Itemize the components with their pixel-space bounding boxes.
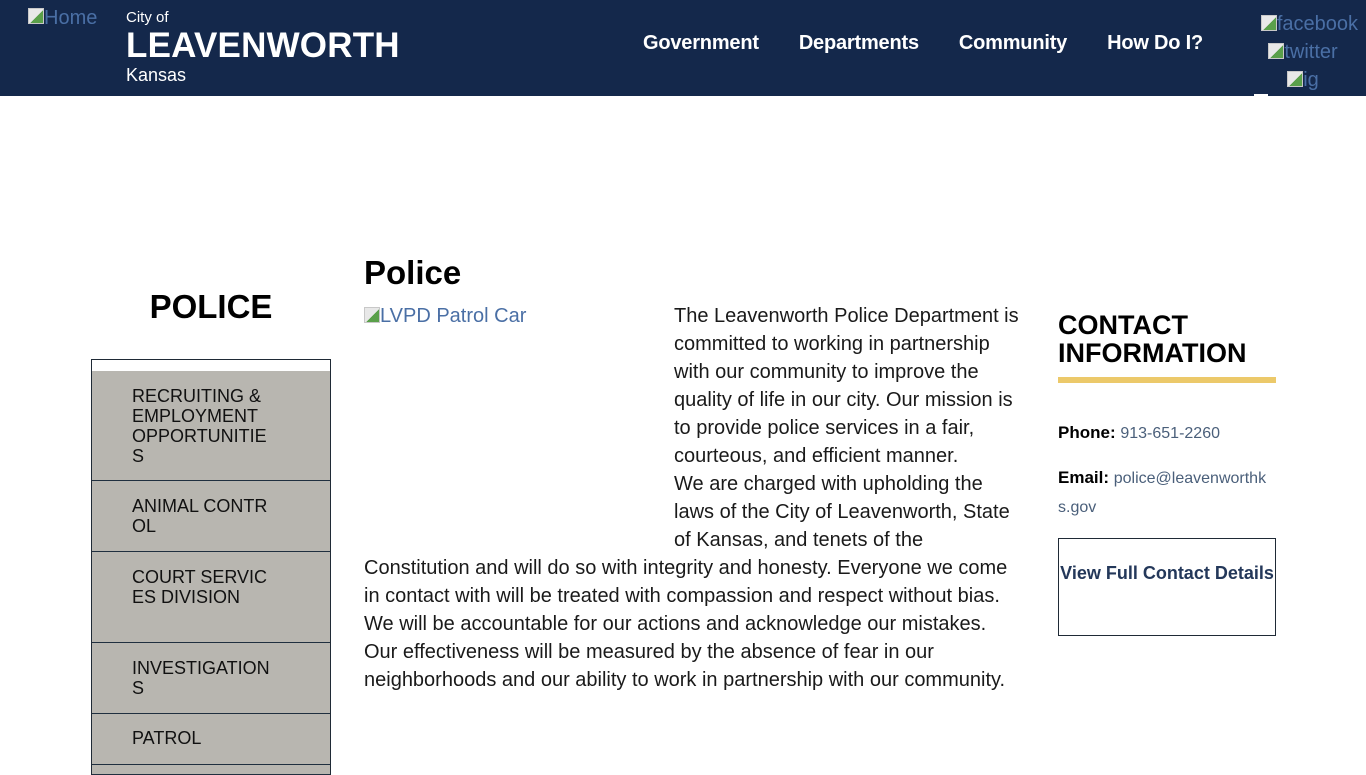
- sidebar-item-animal-control[interactable]: ANIMAL CONTROL: [92, 481, 330, 552]
- sidebar-spacer: [92, 360, 330, 371]
- sidebar-title: POLICE: [149, 288, 273, 325]
- sidebar-nav: [91, 359, 331, 775]
- sidebar-item-investigations[interactable]: INVESTIGATIONS: [92, 643, 330, 714]
- nav-community[interactable]: Community: [958, 32, 1068, 54]
- nav-how-do-i[interactable]: How Do I?: [1107, 32, 1204, 54]
- email-link[interactable]: police@leavenworthks.gov: [1058, 470, 1267, 516]
- page-title: Police: [364, 254, 462, 291]
- patrol-car-alt-text: LVPD Patrol Car: [380, 305, 527, 327]
- sidebar-item-patrol[interactable]: PATROL: [92, 714, 330, 765]
- sidebar-item-recruiting[interactable]: RECRUITING & EMPLOYMENT OPPORTUNITIES: [92, 371, 330, 481]
- nav-departments[interactable]: Departments: [798, 32, 919, 54]
- sidebar-item-court-services[interactable]: COURT SERVICES DIVISION: [92, 552, 330, 643]
- brand-city-of: City of: [126, 9, 169, 26]
- phone-link[interactable]: 913-651-2260: [1120, 425, 1220, 442]
- site-brand[interactable]: [126, 9, 400, 85]
- instagram-link[interactable]: [1248, 66, 1358, 94]
- extra-social-icon[interactable]: [1254, 94, 1268, 96]
- home-logo-link[interactable]: [28, 7, 97, 30]
- facebook-alt-text: facebook: [1276, 13, 1358, 35]
- email-label: Email:: [1058, 468, 1114, 487]
- brand-name: LEAVENWORTH: [126, 26, 400, 65]
- facebook-icon: [1261, 15, 1277, 31]
- twitter-icon: [1268, 43, 1284, 59]
- nav-government[interactable]: Government: [643, 32, 759, 54]
- broken-image-icon: [364, 307, 380, 323]
- social-links: [1248, 10, 1358, 94]
- twitter-alt-text: twitter: [1284, 41, 1338, 63]
- brand-state: Kansas: [126, 65, 187, 85]
- contact-phone-row: [1058, 419, 1276, 448]
- contact-email-row: [1058, 464, 1276, 522]
- phone-label: Phone:: [1058, 423, 1121, 442]
- main-content: [364, 254, 1024, 694]
- instagram-alt-text: ig: [1303, 69, 1319, 91]
- twitter-link[interactable]: [1248, 38, 1358, 66]
- paragraph-mission: The Leavenworth Police Department is committed to working in partnership with our community to improve the quality of life in our city. Our mission is to provide police services in a fair, courteous, and efficient manner.: [674, 305, 1019, 467]
- contact-panel: [1058, 311, 1276, 636]
- facebook-link[interactable]: [1248, 10, 1358, 38]
- site-header: [0, 0, 1366, 96]
- content-body: [364, 302, 1024, 694]
- broken-image-icon: [28, 8, 44, 24]
- instagram-icon: [1287, 71, 1303, 87]
- sidebar-item-next[interactable]: [92, 765, 330, 775]
- contact-title: CONTACT INFORMATION: [1058, 311, 1276, 383]
- view-full-contact-button[interactable]: View Full Contact Details: [1058, 538, 1276, 636]
- paragraph-values: We are charged with upholding the laws of the City of Leavenworth, State of Kansas, and tenets of the Constitution and will do so with integrity and honesty. Everyone we come in contact with will be treated with compassion and respect without bias. We will be accountable for our actions and acknowledge our mistakes. Our effectiveness will be measured by the absence of fear in our neighborhoods and our ability to work in partnership with our community.: [364, 473, 1010, 691]
- home-logo-alt-text: Home: [44, 7, 98, 29]
- main-nav: [643, 32, 1243, 55]
- patrol-car-image: [364, 302, 674, 554]
